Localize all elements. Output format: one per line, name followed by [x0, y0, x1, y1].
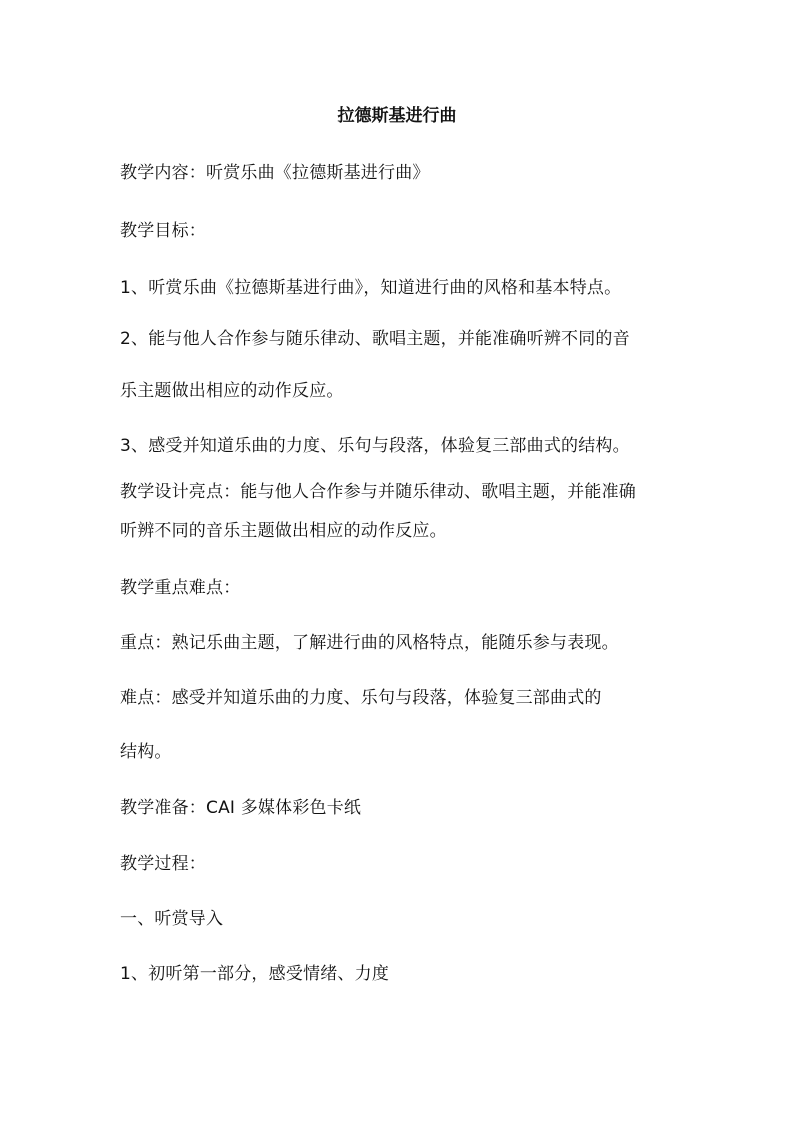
text-line-preparation: 教学准备：CAI 多媒体彩色卡纸	[120, 798, 362, 818]
text-line-process-heading: 教学过程：	[120, 854, 206, 874]
text-line-section-1: 一、听赏导入	[120, 909, 224, 929]
text-line-key-point: 重点：熟记乐曲主题，了解进行曲的风格特点，能随乐参与表现。	[120, 633, 619, 653]
text-line-objective-1: 1、听赏乐曲《拉德斯基进行曲》，知道进行曲的风格和基本特点。	[120, 278, 622, 298]
text-line-objectives-heading: 教学目标：	[120, 221, 206, 241]
text-line-difficulty-cont: 结构。	[120, 742, 172, 762]
text-line-highlight-cont: 听辨不同的音乐主题做出相应的动作反应。	[120, 521, 447, 541]
text-line-highlight: 教学设计亮点：能与他人合作参与并随乐律动、歌唱主题，并能准确	[120, 482, 636, 502]
text-line-objective-2: 2、能与他人合作参与随乐律动、歌唱主题，并能准确听辨不同的音	[120, 329, 630, 349]
text-line-objective-2-cont: 乐主题做出相应的动作反应。	[120, 381, 344, 401]
text-line-key-points-heading: 教学重点难点：	[120, 578, 241, 598]
text-line-step-1: 1、初听第一部分，感受情绪、力度	[120, 964, 390, 984]
text-line-objective-3: 3、感受并知道乐曲的力度、乐句与段落，体验复三部曲式的结构。	[120, 436, 630, 456]
text-line-content: 教学内容：听赏乐曲《拉德斯基进行曲》	[120, 163, 430, 183]
document-title: 拉德斯基进行曲	[337, 106, 457, 126]
text-line-difficulty: 难点：感受并知道乐曲的力度、乐句与段落，体验复三部曲式的	[120, 688, 602, 708]
